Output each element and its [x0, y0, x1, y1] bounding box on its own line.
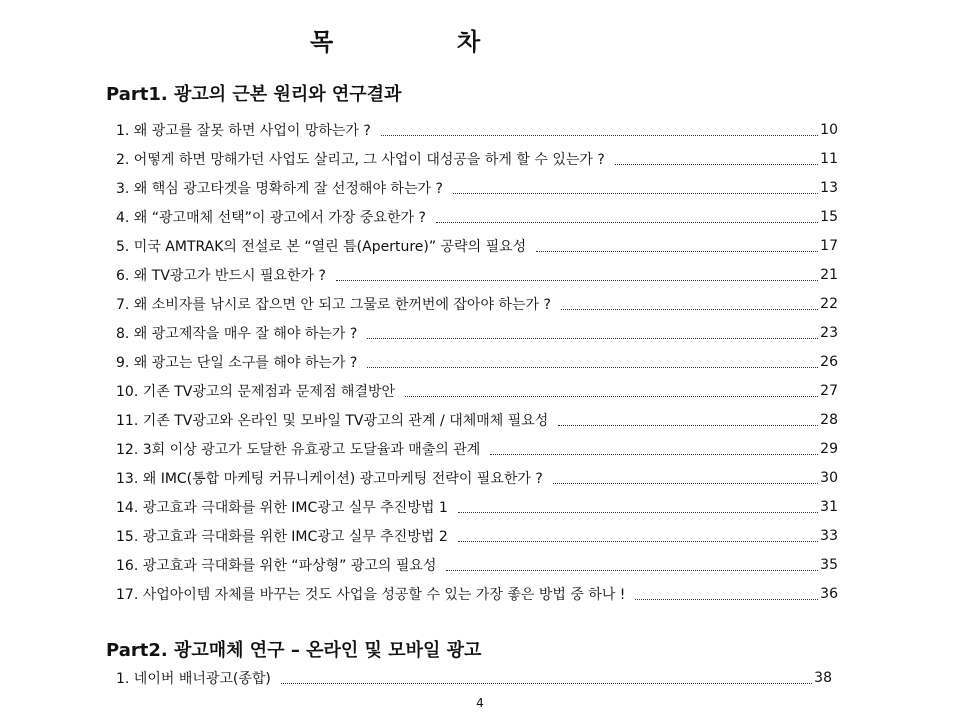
toc-entry-page: 33 [820, 527, 838, 544]
toc-entry [116, 434, 838, 463]
toc-dot-leader [367, 337, 818, 339]
toc-entry [116, 550, 838, 579]
toc-dot-leader [558, 424, 818, 426]
toc-dot-leader [553, 482, 818, 484]
toc-entry-label: 1. 네이버 배너광고(종합) [116, 670, 271, 687]
toc-dot-leader [436, 221, 818, 223]
toc-entry-page: 31 [820, 498, 838, 515]
toc-title [0, 22, 960, 58]
toc-entry-label: 11. 기존 TV광고와 온라인 및 모바일 TV광고의 관계 / 대체매체 필요성 [116, 412, 549, 429]
toc-dot-leader [405, 395, 818, 397]
toc-entry-label: 7. 왜 소비자를 낚시로 잡으면 안 되고 그물로 한꺼번에 잡아야 하는가 ? [116, 296, 551, 313]
toc-entry-label: 1. 왜 광고를 잘못 하면 사업이 망하는가 ? [116, 122, 371, 139]
toc-entry [116, 376, 838, 405]
toc-entry-label: 12. 3회 이상 광고가 도달한 유효광고 도달율과 매출의 관계 [116, 441, 481, 458]
toc-entry [116, 463, 838, 492]
toc-entry [116, 492, 838, 521]
toc-entry-page: 35 [820, 556, 838, 573]
toc-entry-page: 27 [820, 382, 838, 399]
toc-entry-label: 8. 왜 광고제작을 매우 잘 해야 하는가 ? [116, 325, 358, 342]
toc-entry [116, 231, 838, 260]
toc-entry [116, 579, 838, 608]
toc-entry-label: 10. 기존 TV광고의 문제점과 문제점 해결방안 [116, 383, 396, 400]
toc-entry [116, 173, 838, 202]
toc-entry [116, 115, 838, 144]
toc-entry-page: 38 [814, 669, 832, 686]
toc-entry-page: 10 [820, 121, 838, 138]
toc-entry-label: 3. 왜 핵심 광고타겟을 명확하게 잘 선정해야 하는가 ? [116, 180, 443, 197]
toc-entry-page: 26 [820, 353, 838, 370]
toc-entry-page: 13 [820, 179, 838, 196]
toc-title-right: 차 [457, 28, 482, 56]
toc-entry-label: 17. 사업아이템 자체를 바꾸는 것도 사업을 성공할 수 있는 가장 좋은 방법 중 하나 ! [116, 586, 626, 603]
toc-entry [116, 318, 838, 347]
toc-entry-page: 17 [820, 237, 838, 254]
toc-dot-leader [490, 453, 818, 455]
toc-entry-page: 22 [820, 295, 838, 312]
toc-entry-page: 11 [820, 150, 838, 167]
toc-dot-leader [561, 308, 818, 310]
toc-dot-leader [635, 598, 818, 600]
toc-dot-leader [536, 250, 818, 252]
toc-entry-page: 21 [820, 266, 838, 283]
toc-entry-page: 28 [820, 411, 838, 428]
toc-dot-leader [453, 192, 818, 194]
toc-entry-label: 16. 광고효과 극대화를 위한 “파상형” 광고의 필요성 [116, 557, 437, 574]
toc-title-left: 목 [310, 28, 335, 56]
part2-heading: Part2. 광고매체 연구 – 온라인 및 모바일 광고 [106, 640, 482, 661]
part1-toc-list [116, 115, 838, 608]
part2-toc-list [116, 663, 832, 692]
toc-dot-leader [446, 569, 818, 571]
toc-entry-label: 9. 왜 광고는 단일 소구를 해야 하는가 ? [116, 354, 358, 371]
toc-entry [116, 663, 832, 692]
toc-entry-page: 36 [820, 585, 838, 602]
toc-entry-page: 23 [820, 324, 838, 341]
toc-entry-label: 5. 미국 AMTRAK의 전설로 본 “열린 틈(Aperture)” 공략의 필요성 [116, 238, 527, 255]
toc-dot-leader [281, 682, 812, 684]
toc-entry [116, 144, 838, 173]
toc-dot-leader [367, 366, 818, 368]
toc-entry-page: 15 [820, 208, 838, 225]
toc-entry [116, 202, 838, 231]
toc-dot-leader [458, 540, 818, 542]
toc-entry-label: 6. 왜 TV광고가 반드시 필요한가 ? [116, 267, 326, 284]
toc-entry-label: 15. 광고효과 극대화를 위한 IMC광고 실무 추진방법 2 [116, 528, 448, 545]
toc-entry-label: 4. 왜 “광고매체 선택”이 광고에서 가장 중요한가 ? [116, 209, 426, 226]
part1-heading: Part1. 광고의 근본 원리와 연구결과 [106, 84, 402, 105]
toc-entry-page: 29 [820, 440, 838, 457]
toc-entry-page: 30 [820, 469, 838, 486]
toc-entry [116, 289, 838, 318]
toc-dot-leader [458, 511, 818, 513]
toc-entry-label: 2. 어떻게 하면 망해가던 사업도 살리고, 그 사업이 대성공을 하게 할 수 있는가 ? [116, 151, 605, 168]
toc-entry [116, 347, 838, 376]
toc-entry [116, 260, 838, 289]
toc-entry [116, 405, 838, 434]
toc-dot-leader [336, 279, 818, 281]
toc-entry-label: 13. 왜 IMC(통합 마케팅 커뮤니케이션) 광고마케팅 전략이 필요한가 ? [116, 470, 543, 487]
toc-dot-leader [381, 134, 818, 136]
toc-dot-leader [615, 163, 818, 165]
page-number: 4 [476, 696, 484, 710]
toc-entry-label: 14. 광고효과 극대화를 위한 IMC광고 실무 추진방법 1 [116, 499, 448, 516]
toc-entry [116, 521, 838, 550]
